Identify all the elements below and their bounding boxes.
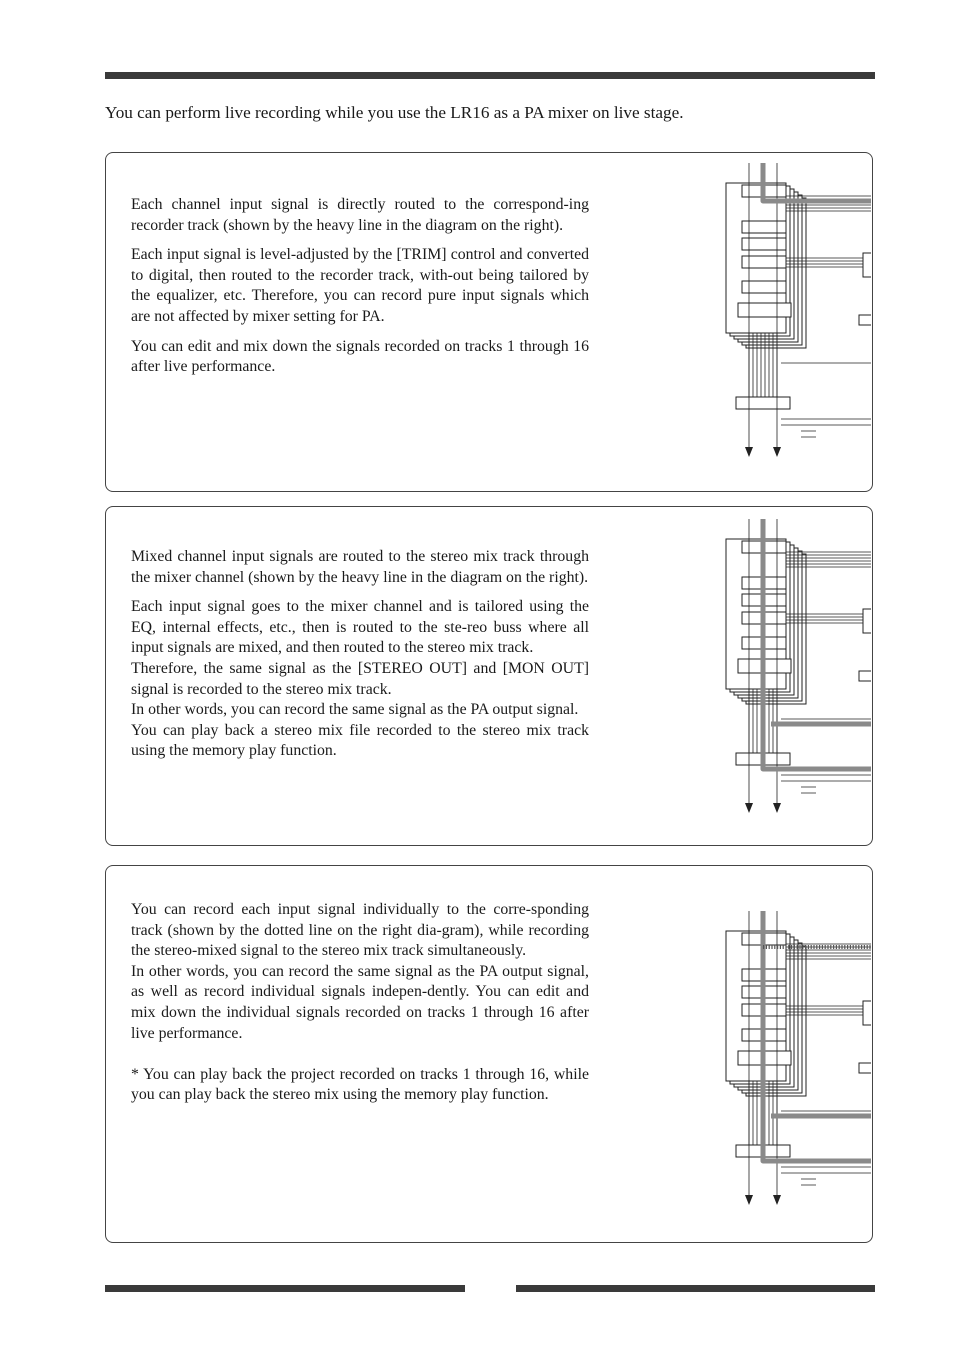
direct-recording-panel	[105, 152, 873, 492]
paragraph: Each input signal goes to the mixer channel and is tailored using the EQ, internal effects, etc., then is routed to the ste-reo buss where all input signals are mixed, and then routed to the stereo mix track.	[131, 598, 589, 657]
left-output-arrow	[745, 447, 753, 457]
buss-block	[738, 303, 791, 317]
paragraph: In other words, you can record the same signal as the PA output signal, as well as record individual signals indepen-dently. You can edit and mix down the individual signals recorded on tracks 1 through 16 after live performance.	[131, 962, 589, 1042]
right-output-arrow	[773, 447, 781, 457]
panel-text	[131, 547, 589, 762]
intro-text: You can perform live recording while you use the LR16 as a PA mixer on live stage.	[105, 103, 684, 122]
return-block	[859, 671, 871, 681]
return-block	[859, 315, 871, 325]
left-output-arrow	[745, 803, 753, 813]
paragraph: Each input signal is level-adjusted by the [TRIM] control and converted to digital, then routed to the recorder track, with-out being tailored by the equalizer, etc. Therefore, you can record pure input signals which are not affected by mixer setting for PA.	[131, 246, 589, 325]
return-block	[859, 1063, 871, 1073]
left-output-arrow	[745, 1195, 753, 1205]
channel-block	[742, 256, 786, 268]
signal-flow-diagram	[621, 163, 871, 473]
paragraph: Mixed channel input signals are routed to the stereo mix track through the mixer channel (shown by the heavy line in the diagram on the right).	[131, 548, 589, 586]
paragraph: In other words, you can record the same signal as the PA output signal.	[131, 701, 579, 719]
effect-box	[863, 253, 871, 277]
paragraph: Therefore, the same signal as the [STEREO OUT] and [MON OUT] signal is recorded to the stereo mix track.	[131, 659, 589, 698]
paragraph: You can play back a stereo mix file recorded to the stereo mix track using the memory play function.	[131, 721, 589, 760]
panel-text	[131, 195, 589, 378]
effect-box	[863, 1001, 871, 1025]
panel-text	[131, 900, 589, 1106]
stereo-mix-recording-panel	[105, 506, 873, 846]
channel-block	[742, 238, 786, 250]
channel-block	[742, 221, 786, 233]
simultaneous-recording-panel	[105, 865, 873, 1243]
aux-out-line	[801, 787, 816, 793]
bottom-rule-left	[105, 1285, 465, 1292]
paragraph: You can edit and mix down the signals recorded on tracks 1 through 16 after live performance.	[131, 337, 589, 376]
signal-flow-diagram	[621, 911, 871, 1221]
aux-out-line	[801, 431, 816, 437]
signal-flow-diagram	[621, 519, 871, 829]
top-rule	[105, 72, 875, 79]
right-output-arrow	[773, 803, 781, 813]
aux-out-line	[801, 1179, 816, 1185]
output-block	[736, 397, 790, 409]
channel-block	[742, 281, 786, 293]
bottom-rule-right	[516, 1285, 875, 1292]
paragraph: You can record each input signal individually to the corre-sponding track (shown by the dotted line on the right dia-gram), while recording the stereo-mixed signal to the stereo mix track simultaneously.	[131, 901, 589, 960]
paragraph: Each channel input signal is directly routed to the correspond-ing recorder track (shown by the heavy line in the diagram on the right).	[131, 196, 589, 234]
right-output-arrow	[773, 1195, 781, 1205]
effect-box	[863, 609, 871, 633]
paragraph-spacer	[131, 1044, 589, 1065]
paragraph: * You can play back the project recorded on tracks 1 through 16, while you can play back the stereo mix using the memory play function.	[131, 1065, 589, 1104]
